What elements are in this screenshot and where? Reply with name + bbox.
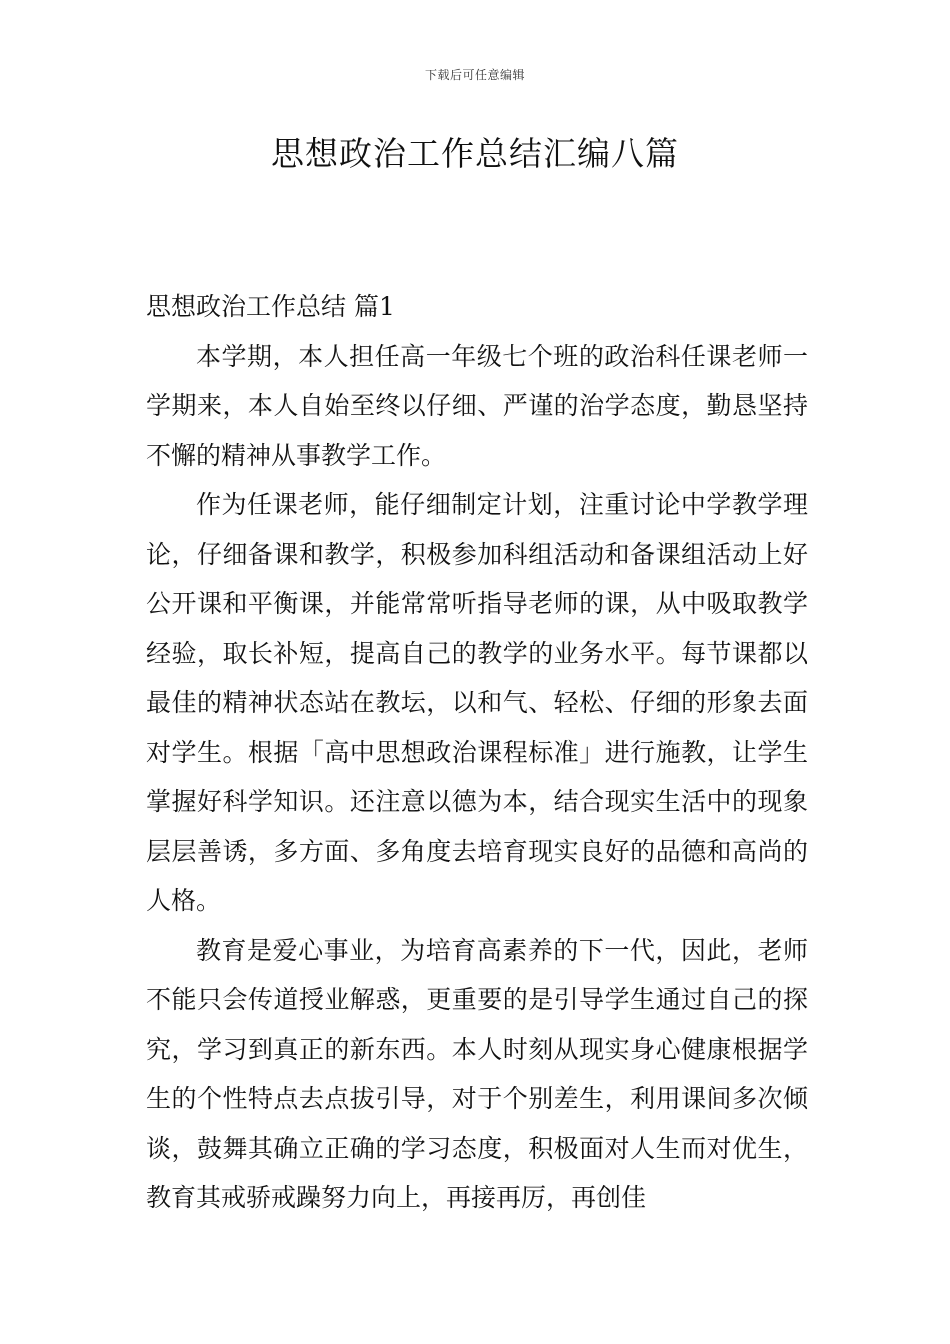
paragraph-1: 本学期，本人担任高一年级七个班的政治科任课老师一学期来，本人自始至终以仔细、严谨的治学态度，勤恳坚持不懈的精神从事教学工作。 xyxy=(146,341,808,470)
paragraph-3: 教育是爱心事业，为培育高素养的下一代，因此，老师不能只会传道授业解惑，更重要的是引导学生通过自己的探究，学习到真正的新东西。本人时刻从现实身心健康根据学生的个性特点去点拔引导，对于个别差生，利用课间多次倾谈，鼓舞其确立正确的学习态度，积极面对人生而对优生，教育其戒骄戒躁努力向上，再接再厉，再创佳 xyxy=(146,935,808,1212)
section-heading: 思想政治工作总结 篇1 xyxy=(146,292,395,321)
document-title: 思想政治工作总结汇编八篇 xyxy=(271,134,679,173)
document-body xyxy=(146,282,808,1223)
header-note: 下载后可任意编辑 xyxy=(424,68,525,82)
paragraph-2: 作为任课老师，能仔细制定计划，注重讨论中学教学理论，仔细备课和教学，积极参加科组活动和备课组活动上好公开课和平衡课，并能常常听指导老师的课，从中吸取教学经验，取长补短，提高自己的教学的业务水平。每节课都以最佳的精神状态站在教坛，以和气、轻松、仔细的形象去面对学生。根据「高中思想政治课程标准」进行施教，让学生掌握好科学知识。还注意以德为本，结合现实生活中的现象层层善诱，多方面、多角度去培育现实良好的品德和高尚的人格。 xyxy=(146,490,808,915)
